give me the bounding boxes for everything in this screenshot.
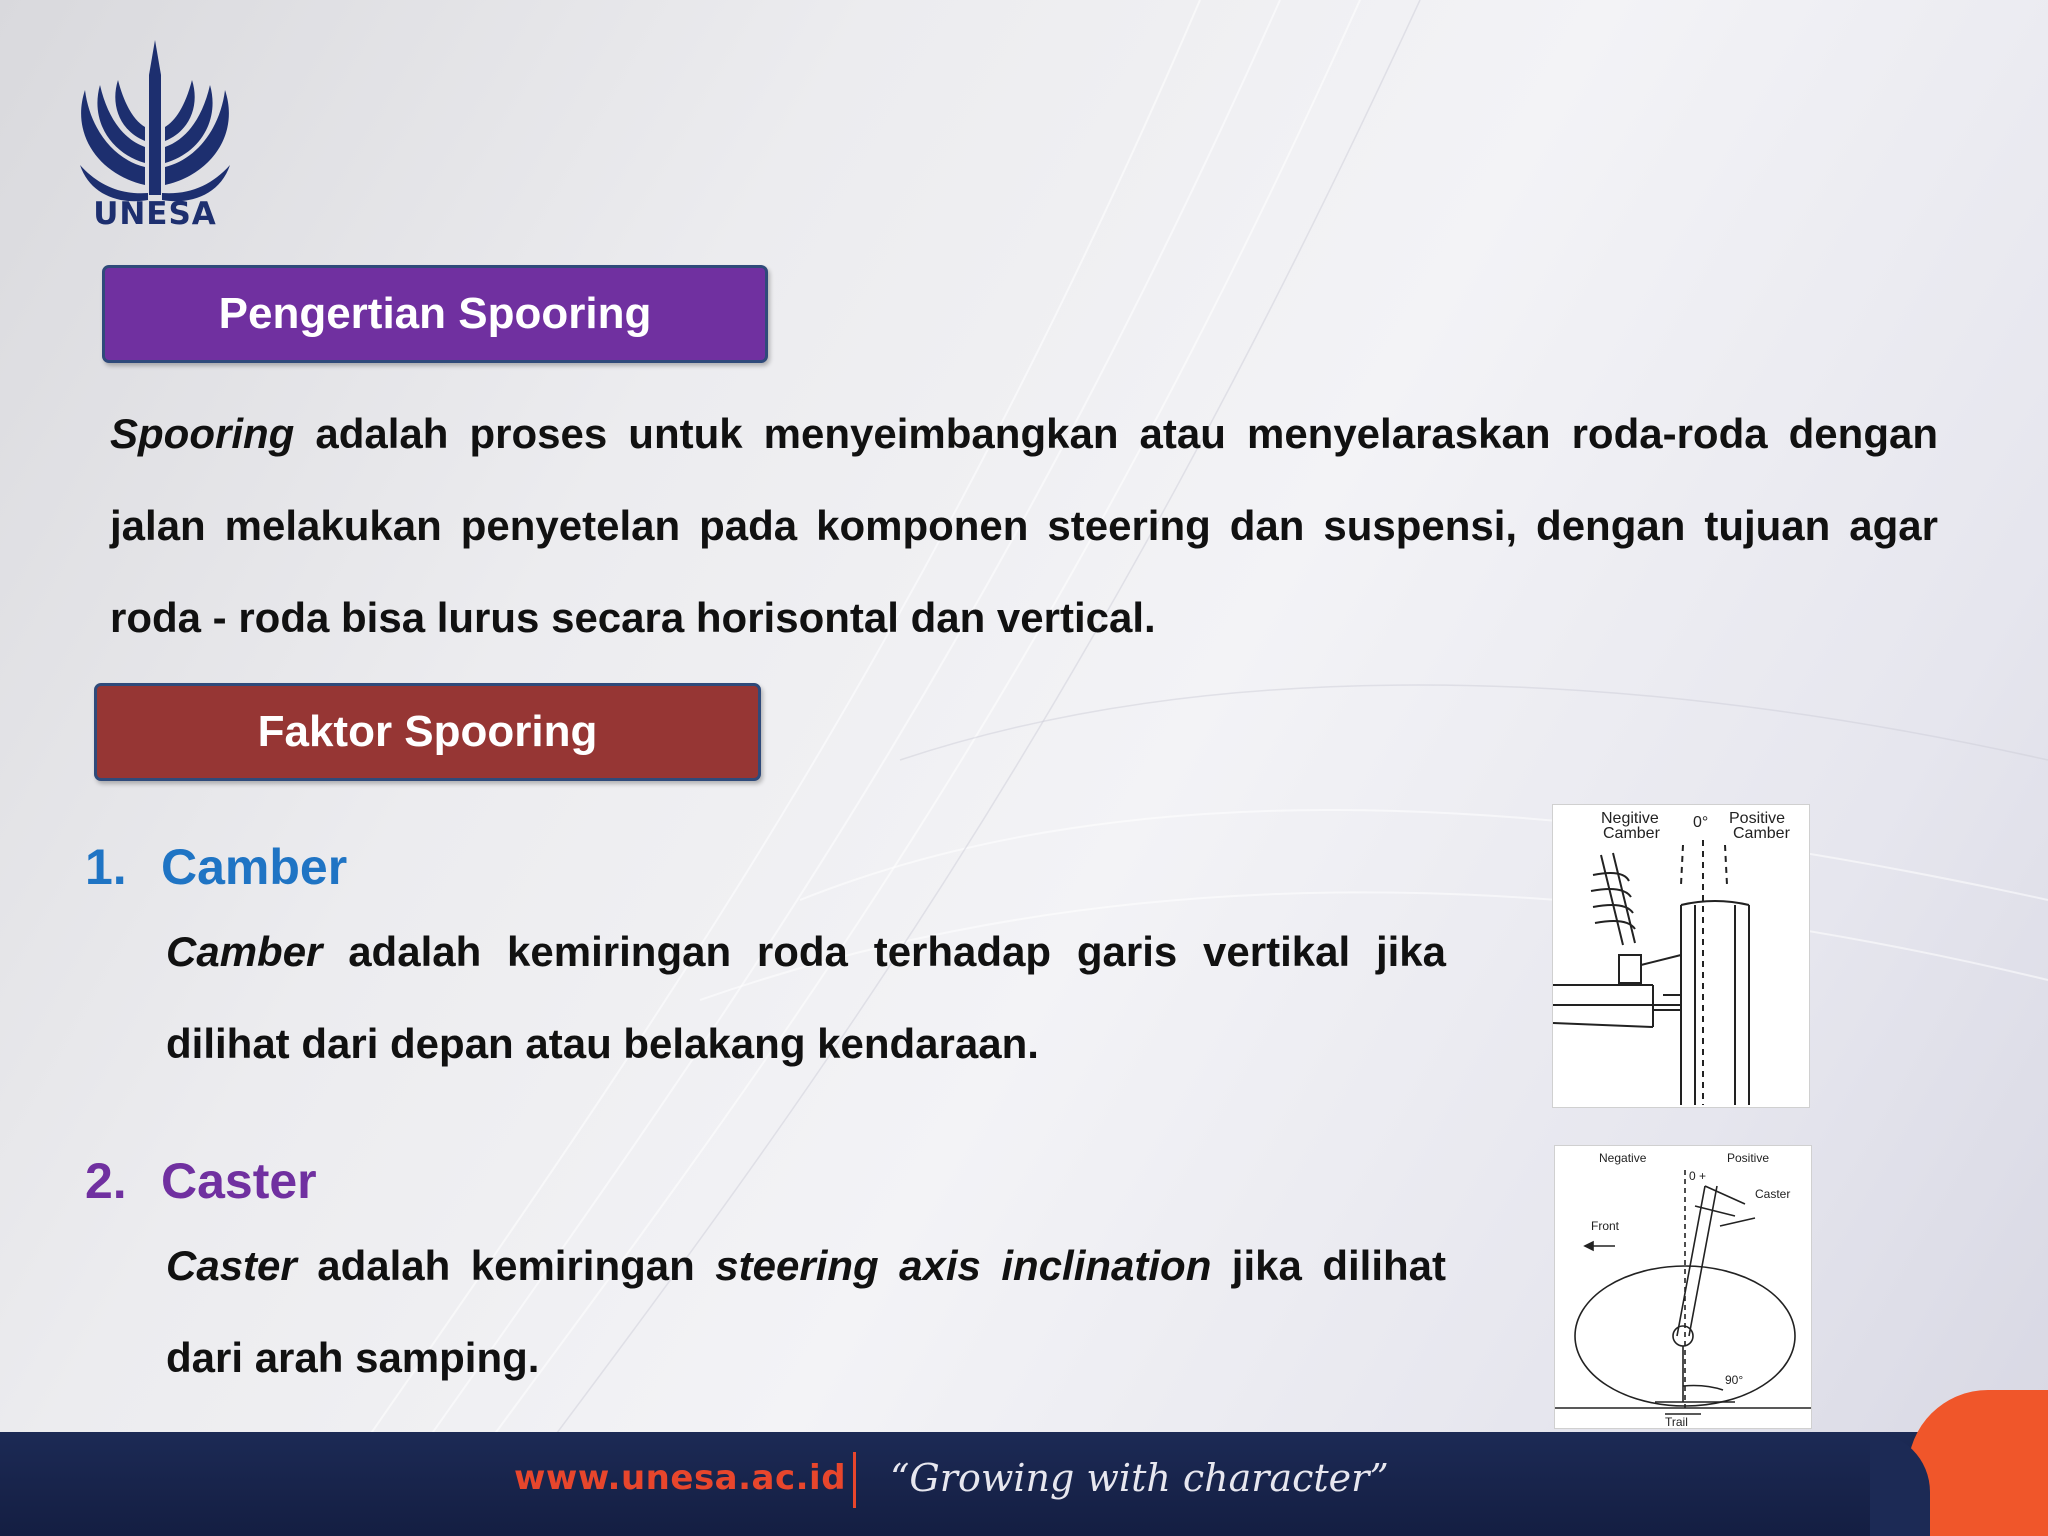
caster-term: Caster xyxy=(166,1242,297,1289)
camber-diagram xyxy=(1552,804,1810,1108)
camber-term: Camber xyxy=(166,928,323,975)
footer-tagline: “Growing with character” xyxy=(890,1456,1389,1500)
caster-fig-negative-label: Negative xyxy=(1599,1151,1647,1165)
caster-fig-ninety-label: 90° xyxy=(1725,1373,1744,1387)
caster-number: 2. xyxy=(85,1153,127,1209)
definition-text: adalah proses untuk menyeimbangkan atau menyelaraskan roda-roda dengan jalan melakukan penyetelan pada komponen steering dan suspensi, dengan tujuan agar roda - roda bisa lurus secara horisontal dan vertical. xyxy=(110,410,1938,641)
camber-fig-zero-label: 0° xyxy=(1693,814,1709,831)
camber-fig-negative-label: Negitive xyxy=(1601,810,1659,827)
caster-fig-positive-label: Positive xyxy=(1727,1151,1770,1165)
camber-fig-positive-label: Positive xyxy=(1729,810,1786,827)
caster-heading xyxy=(85,1152,317,1210)
camber-heading xyxy=(85,838,347,896)
factors-heading: Faktor Spooring xyxy=(94,683,761,781)
caster-text-b: jika dilihat dari arah samping. xyxy=(166,1242,1446,1381)
caster-title: Caster xyxy=(161,1153,317,1209)
caster-diagram xyxy=(1554,1145,1812,1429)
camber-number: 1. xyxy=(85,839,127,895)
definition-term: Spooring xyxy=(110,410,295,457)
caster-term-steering-axis: steering axis inclination xyxy=(715,1242,1212,1289)
definition-heading: Pengertian Spooring xyxy=(102,265,768,363)
footer-divider xyxy=(853,1452,856,1508)
camber-fig-camber-left-label: Camber xyxy=(1603,825,1660,842)
definition-paragraph xyxy=(110,388,1938,664)
camber-title: Camber xyxy=(161,839,348,895)
caster-fig-front-label: Front xyxy=(1591,1219,1620,1233)
caster-fig-trail-label: Trail xyxy=(1665,1415,1688,1428)
caster-text-a: adalah kemiringan xyxy=(296,1242,716,1289)
camber-fig-camber-right-label: Camber xyxy=(1733,825,1790,842)
caster-fig-zero-plus-label: 0 + xyxy=(1689,1169,1707,1183)
caster-fig-caster-label: Caster xyxy=(1755,1187,1791,1201)
camber-description xyxy=(166,906,1446,1090)
camber-text: adalah kemiringan roda terhadap garis vertikal jika dilihat dari depan atau belakang kendaraan. xyxy=(166,928,1446,1067)
caster-description xyxy=(166,1220,1446,1404)
footer-url-link[interactable]: www.unesa.ac.id xyxy=(514,1458,847,1498)
unesa-logo-text: UNESA xyxy=(93,196,217,232)
